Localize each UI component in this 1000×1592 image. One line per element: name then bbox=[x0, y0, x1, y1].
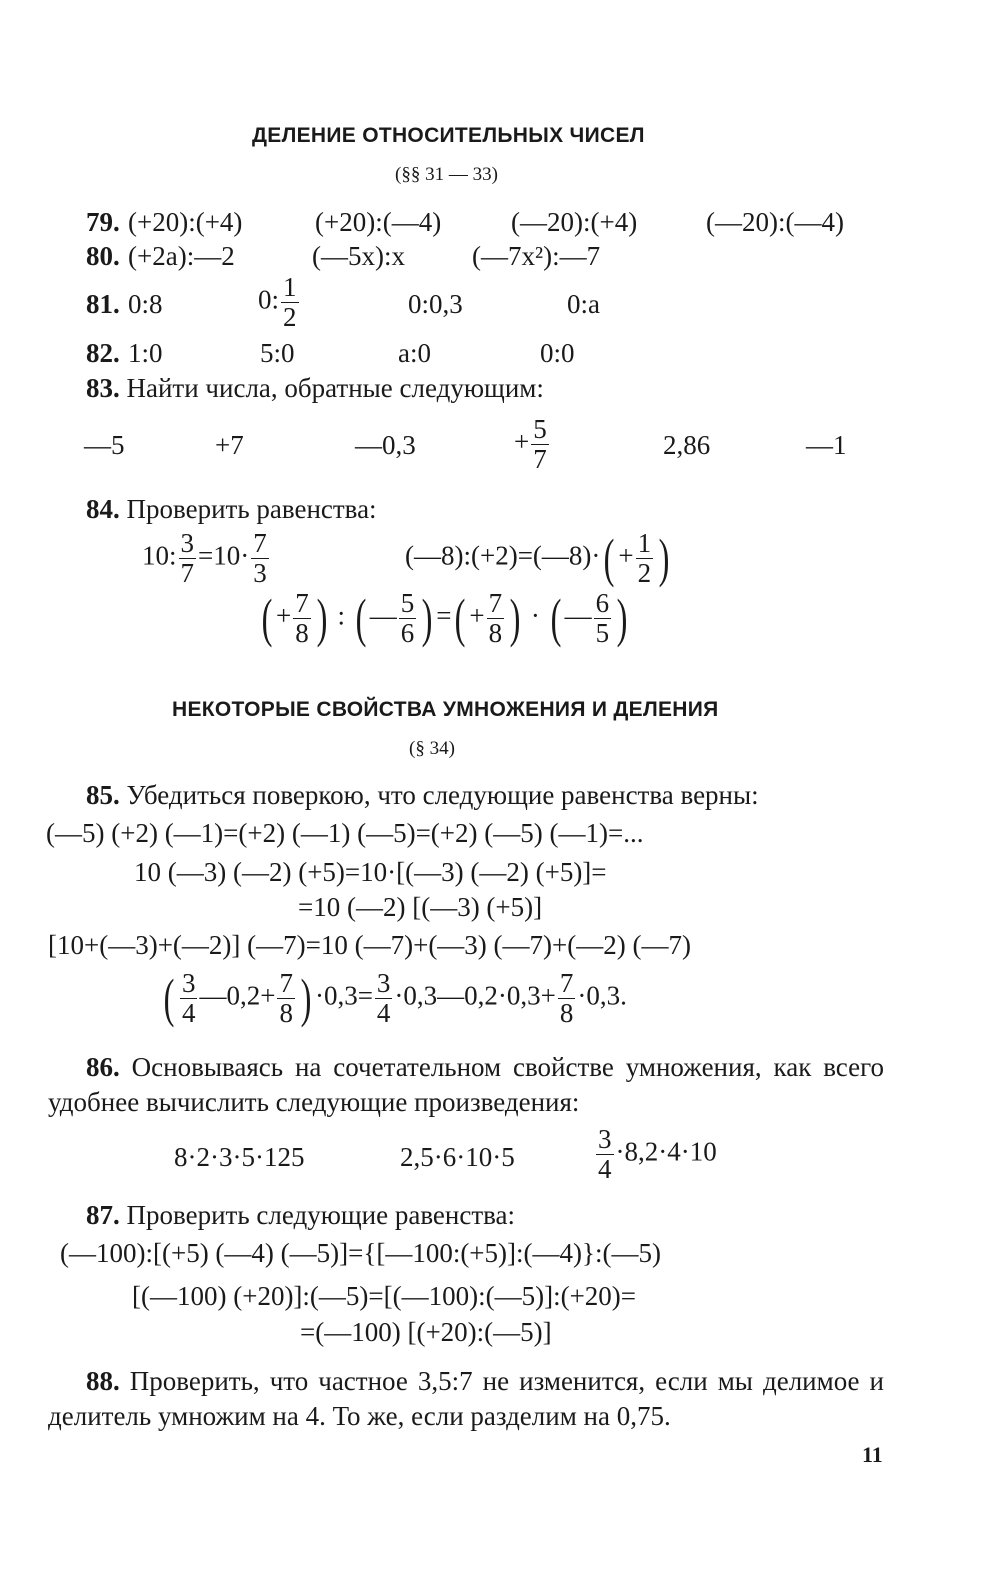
numerator: 5 bbox=[400, 588, 415, 618]
page-number: 11 bbox=[862, 1442, 883, 1467]
fraction bbox=[399, 590, 417, 647]
numerator: 1 bbox=[283, 272, 297, 302]
problem-83 bbox=[86, 373, 544, 404]
sign: + bbox=[514, 426, 530, 457]
paren: ( bbox=[550, 588, 562, 649]
problem-80 bbox=[86, 241, 120, 272]
term: ·0,3. bbox=[577, 980, 627, 1011]
expr: (—20):(+4) bbox=[511, 207, 638, 237]
denominator: 2 bbox=[283, 302, 297, 332]
sign: + bbox=[469, 600, 485, 631]
expr: (+20):(—4) bbox=[315, 207, 442, 237]
problem-number: 85. bbox=[86, 780, 120, 810]
problem-text: Проверить равенства: bbox=[126, 494, 377, 524]
expr: (—5x):x bbox=[312, 241, 405, 271]
op: : bbox=[337, 600, 345, 631]
numerator: 5 bbox=[533, 414, 547, 444]
equation bbox=[258, 590, 631, 647]
problem-number: 87. bbox=[86, 1200, 120, 1230]
equation-line bbox=[160, 970, 627, 1027]
denominator: 5 bbox=[595, 618, 610, 648]
expr-fraction bbox=[594, 1126, 717, 1183]
fraction bbox=[375, 970, 393, 1027]
paren: ) bbox=[421, 588, 433, 649]
problem-87 bbox=[86, 1200, 515, 1231]
equation-line: =(—100) [(+20):(—5)] bbox=[300, 1317, 552, 1347]
denominator: 2 bbox=[637, 558, 652, 588]
expr: 8·2·3·5·125 bbox=[174, 1142, 305, 1172]
numerator: 7 bbox=[253, 528, 267, 558]
equation-line: [10+(—3)+(—2)] (—7)=10 (—7)+(—3) (—7)+(—2) (—7) bbox=[48, 930, 691, 960]
problem-81 bbox=[86, 289, 120, 320]
value: —5 bbox=[84, 430, 125, 460]
paren: ( bbox=[261, 588, 273, 649]
numerator: 3 bbox=[376, 968, 391, 998]
fraction bbox=[179, 530, 197, 587]
denominator: 7 bbox=[180, 558, 195, 588]
term: ·0,3= bbox=[314, 980, 373, 1011]
equation-line: (—5) (+2) (—1)=(+2) (—1) (—5)=(+2) (—5) (—1)=... bbox=[46, 818, 644, 848]
equation bbox=[142, 530, 271, 587]
fraction bbox=[281, 274, 299, 331]
expr: (—7x²):—7 bbox=[472, 241, 601, 271]
fraction bbox=[636, 530, 654, 587]
section-title-division: ДЕЛЕНИЕ ОТНОСИТЕЛЬНЫХ ЧИСЕЛ bbox=[252, 124, 645, 147]
fraction bbox=[487, 590, 505, 647]
section-title-properties: НЕКОТОРЫЕ СВОЙСТВА УМНОЖЕНИЯ И ДЕЛЕНИЯ bbox=[172, 698, 719, 721]
numerator: 7 bbox=[279, 968, 293, 998]
problem-84 bbox=[86, 494, 377, 525]
term: =10· bbox=[198, 540, 250, 571]
numerator: 7 bbox=[295, 588, 309, 618]
problem-number: 83. bbox=[86, 373, 120, 403]
denominator: 4 bbox=[376, 998, 391, 1028]
numerator: 3 bbox=[598, 1124, 612, 1154]
expr: 0:a bbox=[567, 289, 600, 319]
expr: (—20):(—4) bbox=[706, 207, 844, 237]
denominator: 8 bbox=[279, 998, 293, 1028]
equation-line: [(—100) (+20)]:(—5)=[(—100):(—5)]:(+20)= bbox=[132, 1281, 637, 1311]
sign: + bbox=[618, 540, 634, 571]
fraction bbox=[531, 416, 549, 473]
numerator: 3 bbox=[180, 528, 195, 558]
denominator: 4 bbox=[181, 998, 196, 1028]
expr: 5:0 bbox=[260, 338, 295, 368]
problem-number: 84. bbox=[86, 494, 120, 524]
denominator: 6 bbox=[400, 618, 415, 648]
term: 10: bbox=[142, 540, 177, 571]
denominator: 4 bbox=[598, 1154, 612, 1184]
paren: ( bbox=[163, 968, 175, 1029]
term: ·8,2·4·10 bbox=[615, 1136, 717, 1167]
expr-prefix: 0: bbox=[258, 284, 280, 315]
expr: 1:0 bbox=[128, 338, 163, 368]
problem-85 bbox=[86, 780, 759, 811]
problem-79 bbox=[86, 207, 120, 238]
problem-text: Убедиться поверкою, что следующие равенства верны: bbox=[126, 780, 759, 810]
term: —0,2+ bbox=[199, 980, 276, 1011]
problem-number: 88. bbox=[86, 1366, 120, 1396]
expr: 0:0 bbox=[540, 338, 575, 368]
fraction bbox=[293, 590, 311, 647]
fraction bbox=[594, 590, 612, 647]
expr-fraction bbox=[258, 274, 301, 331]
value-fraction bbox=[514, 416, 551, 473]
numerator: 6 bbox=[595, 588, 610, 618]
denominator: 7 bbox=[533, 444, 547, 474]
op: = bbox=[436, 600, 452, 631]
paren: ( bbox=[355, 588, 367, 649]
expr: 2,5·6·10·5 bbox=[400, 1142, 515, 1172]
value: —1 bbox=[806, 430, 847, 460]
paren: ) bbox=[658, 528, 670, 589]
denominator: 3 bbox=[253, 558, 267, 588]
problem-number: 80. bbox=[86, 241, 120, 271]
section-ref: (§ 34) bbox=[409, 738, 455, 759]
problem-86 bbox=[48, 1050, 884, 1120]
value: 2,86 bbox=[663, 430, 711, 460]
paren: ) bbox=[300, 968, 312, 1029]
problem-number: 86. bbox=[86, 1052, 120, 1082]
numerator: 7 bbox=[488, 588, 503, 618]
equation-line: (—100):[(+5) (—4) (—5)]={[—100:(+5)]:(—4)}:(—5) bbox=[60, 1238, 661, 1268]
sign: — bbox=[564, 600, 592, 631]
paren: ( bbox=[604, 528, 615, 589]
value: —0,3 bbox=[355, 430, 416, 460]
problem-88 bbox=[48, 1364, 884, 1434]
value: +7 bbox=[215, 430, 244, 460]
expr: a:0 bbox=[398, 338, 431, 368]
fraction bbox=[251, 530, 269, 587]
problem-text: Проверить следующие равенства: bbox=[126, 1200, 516, 1230]
problem-text: Основываясь на сочетательном свойстве умножения, как всего удобнее вычислить следующие произведения: bbox=[48, 1052, 884, 1117]
numerator: 3 bbox=[181, 968, 196, 998]
problem-text: Проверить, что частное 3,5:7 не изменится, если мы делимое и делитель умножим на 4. То же, если разделим на 0,75. bbox=[48, 1366, 884, 1431]
sign: — bbox=[369, 600, 397, 631]
expr: (+2a):—2 bbox=[128, 241, 235, 271]
problem-number: 79. bbox=[86, 207, 120, 237]
section-ref: (§§ 31 — 33) bbox=[395, 164, 498, 185]
expr: 0:0,3 bbox=[408, 289, 463, 319]
term: ·0,3—0,2·0,3+ bbox=[394, 980, 556, 1011]
fraction bbox=[558, 970, 576, 1027]
paren: ) bbox=[316, 588, 328, 649]
expr: (+20):(+4) bbox=[128, 207, 243, 237]
denominator: 8 bbox=[559, 998, 574, 1028]
expr: 0:8 bbox=[128, 289, 163, 319]
paren: ) bbox=[509, 588, 521, 649]
op: · bbox=[530, 600, 540, 631]
denominator: 8 bbox=[488, 618, 503, 648]
fraction bbox=[277, 970, 295, 1027]
paren: ( bbox=[455, 588, 466, 649]
equation-line: 10 (—3) (—2) (+5)=10·[(—3) (—2) (+5)]= bbox=[134, 857, 607, 887]
denominator: 8 bbox=[295, 618, 309, 648]
problem-82 bbox=[86, 338, 120, 369]
equation bbox=[405, 530, 673, 587]
numerator: 7 bbox=[559, 968, 574, 998]
sign: + bbox=[275, 600, 292, 631]
fraction bbox=[596, 1126, 614, 1183]
problem-number: 82. bbox=[86, 338, 120, 368]
numerator: 1 bbox=[637, 528, 652, 558]
fraction bbox=[180, 970, 198, 1027]
problem-number: 81. bbox=[86, 289, 120, 319]
equation-line: =10 (—2) [(—3) (+5)] bbox=[298, 892, 543, 922]
paren: ) bbox=[616, 588, 628, 649]
problem-text: Найти числа, обратные следующим: bbox=[126, 373, 544, 403]
term: (—8):(+2)=(—8)· bbox=[405, 540, 601, 571]
